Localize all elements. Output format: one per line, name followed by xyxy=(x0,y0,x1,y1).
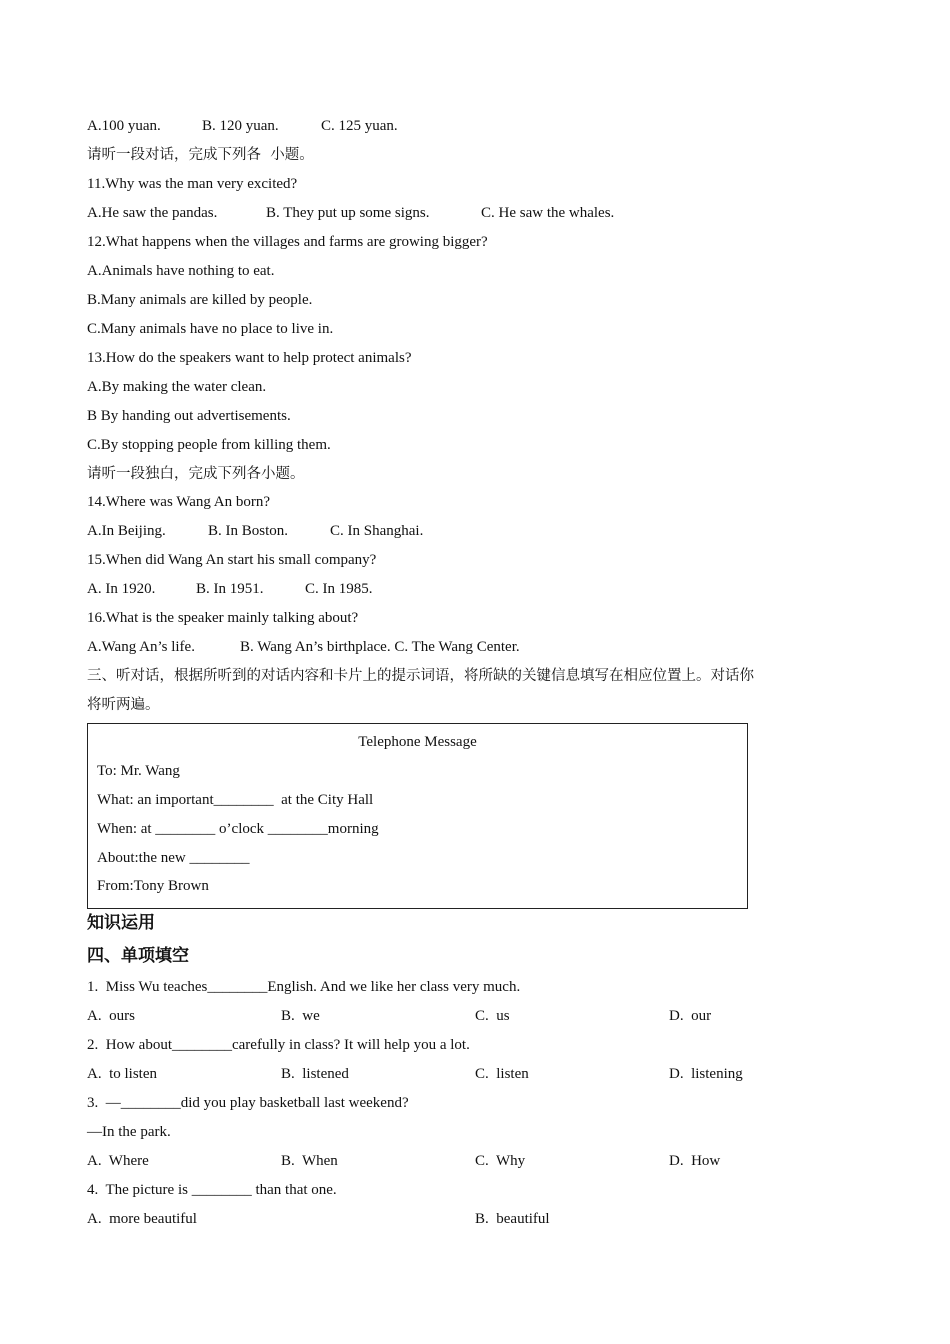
mc3-answer-line: —In the park. xyxy=(87,1124,171,1140)
message-card-to: To: Mr. Wang xyxy=(97,763,180,779)
section-monologue-intro: 请听一段独白，完成下列各小题。 xyxy=(87,466,305,482)
message-card-what: What: an important________ at the City Hall xyxy=(97,792,374,808)
q11-question: 11.Why was the man very excited? xyxy=(87,176,298,192)
mc4-question: 4. The picture is ________ than that one. xyxy=(87,1182,337,1198)
heading-knowledge: 知识运用 xyxy=(87,913,155,933)
q12-option-c: C.Many animals have no place to live in. xyxy=(87,321,334,337)
mc1-option-b: B. we xyxy=(281,1008,320,1024)
q16-option-a: A.Wang An’s life. xyxy=(87,639,195,655)
message-card-about: About:the new ________ xyxy=(97,850,250,866)
mc4-option-b: B. beautiful xyxy=(475,1211,550,1227)
mc2-option-c: C. listen xyxy=(475,1066,529,1082)
mc3-question: 3. —________did you play basketball last weekend? xyxy=(87,1095,409,1111)
mc3-option-a: A. Where xyxy=(87,1153,149,1169)
q16-question: 16.What is the speaker mainly talking about? xyxy=(87,610,359,626)
message-card-from: From:Tony Brown xyxy=(97,878,209,894)
mc1-option-c: C. us xyxy=(475,1008,510,1024)
q14-option-a: A.In Beijing. xyxy=(87,523,166,539)
mc2-option-b: B. listened xyxy=(281,1066,349,1082)
section3-intro-line1: 三、听对话，根据所听到的对话内容和卡片上的提示词语，将所缺的关键信息填写在相应位置上。对话你 xyxy=(87,668,754,684)
q15-option-c: C. In 1985. xyxy=(305,581,373,597)
q15-question: 15.When did Wang An start his small company? xyxy=(87,552,377,568)
q15-option-b: B. In 1951. xyxy=(196,581,264,597)
mc2-option-a: A. to listen xyxy=(87,1066,157,1082)
mc3-option-b: B. When xyxy=(281,1153,338,1169)
q13-option-b: B By handing out advertisements. xyxy=(87,408,291,424)
q13-option-c: C.By stopping people from killing them. xyxy=(87,437,331,453)
mc1-question: 1. Miss Wu teaches________English. And we like her class very much. xyxy=(87,979,521,995)
section-dialog-intro: 请听一段对话，完成下列各 小题。 xyxy=(87,147,314,163)
mc1-option-d: D. our xyxy=(669,1008,712,1024)
q14-option-c: C. In Shanghai. xyxy=(330,523,424,539)
q10-option-b: B. 120 yuan. xyxy=(202,118,279,134)
q12-question: 12.What happens when the villages and farms are growing bigger? xyxy=(87,234,488,250)
mc3-option-c: C. Why xyxy=(475,1153,526,1169)
q13-option-a: A.By making the water clean. xyxy=(87,379,267,395)
q13-question: 13.How do the speakers want to help protect animals? xyxy=(87,350,412,366)
heading-section4: 四、单项填空 xyxy=(87,946,189,966)
q10-option-c: C. 125 yuan. xyxy=(321,118,398,134)
mc1-option-a: A. ours xyxy=(87,1008,135,1024)
q12-option-a: A.Animals have nothing to eat. xyxy=(87,263,275,279)
q12-option-b: B.Many animals are killed by people. xyxy=(87,292,313,308)
section3-intro-line2: 将听两遍。 xyxy=(87,697,160,713)
mc3-option-d: D. How xyxy=(669,1153,721,1169)
mc2-question: 2. How about________carefully in class? It will help you a lot. xyxy=(87,1037,470,1053)
mc4-option-a: A. more beautiful xyxy=(87,1211,197,1227)
q10-option-a: A.100 yuan. xyxy=(87,118,161,134)
q16-option-b: B. Wang An’s birthplace. C. The Wang Center. xyxy=(240,639,520,655)
q11-option-c: C. He saw the whales. xyxy=(481,205,615,221)
q14-option-b: B. In Boston. xyxy=(208,523,289,539)
message-card-title: Telephone Message xyxy=(358,734,477,750)
mc2-option-d: D. listening xyxy=(669,1066,743,1082)
q15-option-a: A. In 1920. xyxy=(87,581,156,597)
q11-option-a: A.He saw the pandas. xyxy=(87,205,218,221)
q14-question: 14.Where was Wang An born? xyxy=(87,494,271,510)
q11-option-b: B. They put up some signs. xyxy=(266,205,430,221)
message-card-when: When: at ________ o’clock ________morning xyxy=(97,821,379,837)
telephone-message-card xyxy=(87,723,748,909)
